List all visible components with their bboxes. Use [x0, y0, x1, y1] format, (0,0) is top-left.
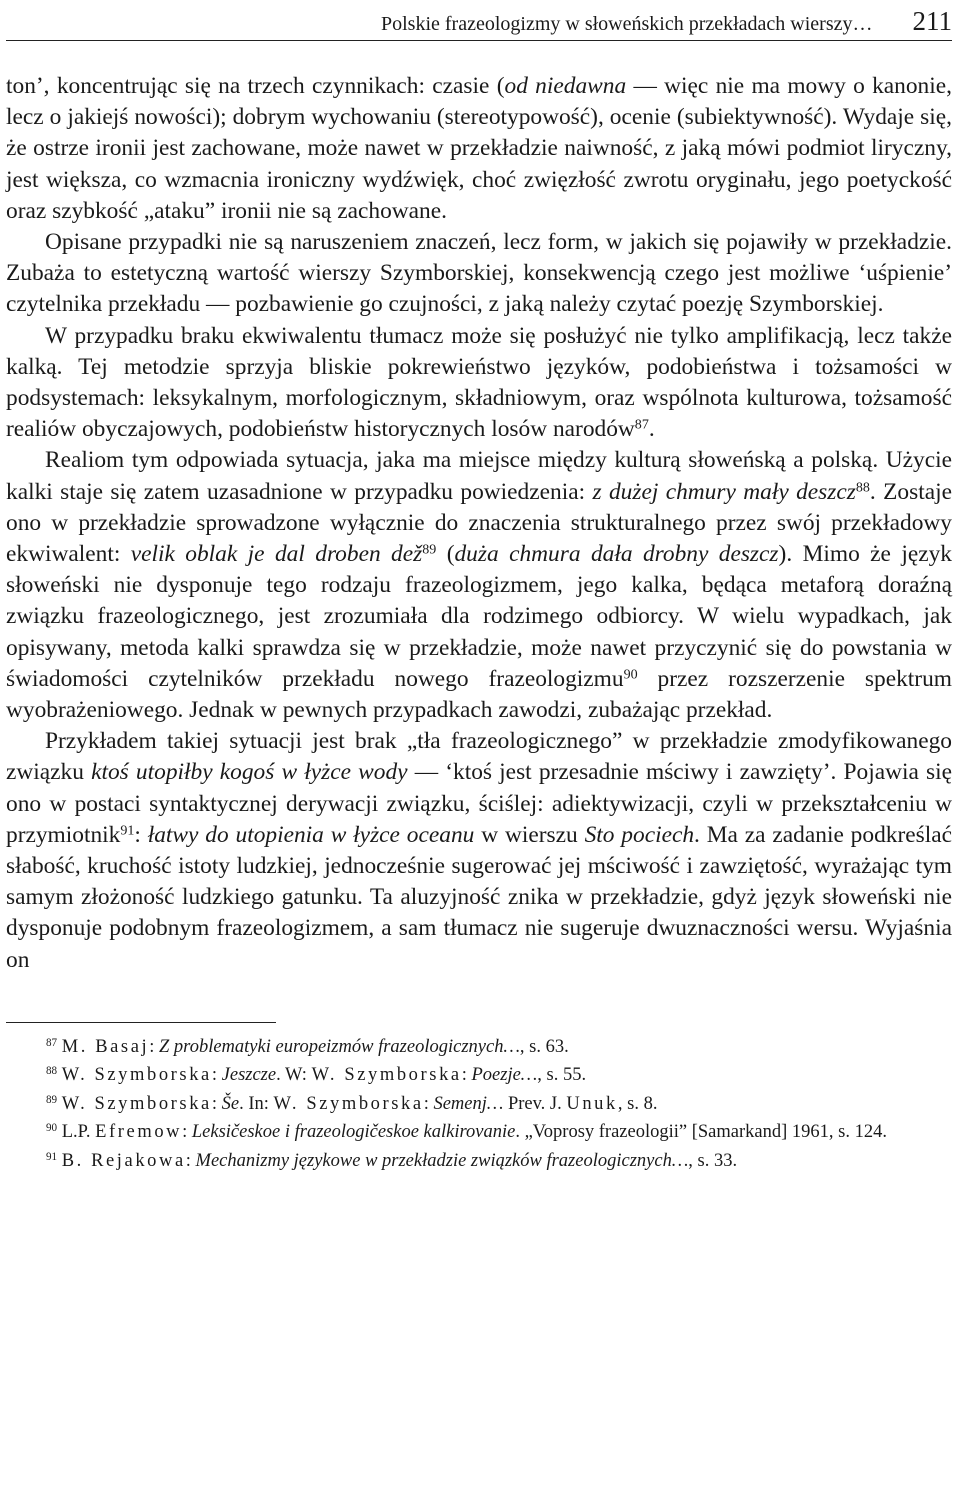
footnote-title: Še	[221, 1093, 240, 1114]
footnote-author: Unuk	[566, 1093, 618, 1114]
text-run: . In:	[239, 1093, 274, 1114]
italic-run: z dużej chmury mały deszcz	[592, 478, 856, 505]
footnote-number: 91	[46, 1150, 58, 1163]
text-run: . Zostaje ono w przekładzie sprowadzone wyłącznie do znaczenia strukturalnego przez swój przekładowy ekwiwalent:	[6, 478, 952, 568]
text-run: przez rozszerzenie spektrum wyobrażeniowego. Jednak w pewnych przypadkach zawodzi, zubażając przekład.	[6, 665, 952, 724]
italic-run: velik oblak je dal droben dež	[130, 541, 423, 568]
text-run: :	[211, 1065, 222, 1086]
text-run: . W:	[276, 1065, 312, 1086]
text-run: :	[461, 1065, 472, 1086]
text-run: L.P.	[61, 1122, 96, 1143]
italic-run: łatwy do utopienia w łyżce oceanu	[147, 821, 475, 848]
footnote-number: 90	[46, 1122, 58, 1135]
footnote-author: W. Szymborska	[311, 1065, 462, 1086]
footnote-ref-91[interactable]: 91	[120, 822, 135, 839]
footnote-88	[6, 1061, 952, 1090]
footnote-91	[6, 1147, 952, 1176]
paragraph-5	[6, 726, 952, 976]
footnote-90	[6, 1118, 952, 1147]
text-run: ton’, koncentrując się na trzech czynnikach: czasie (	[6, 73, 505, 99]
text-run: W przypadku braku ekwiwalentu tłumacz może się posłużyć nie tylko amplifikacją, lecz także kalką. Tej metodzie sprzyja bliskie pokrewieństwo języków, podobieństwa i tożsamości w podsystemach: leksykalnym, morfologicznym, składniowym, oraz wspólnota kulturowa, tożsamość realiów obyczajowych, podobieństw historycznych losów narodów	[6, 322, 952, 443]
text-run: . Ma za zadanie podkreślać słabość, kruchość istoty ludzkiej, jednocześnie sugerować jej mściwość i zawziętość, wyrażając tym samym złożoność ludzkiego gatunku. Ta aluzyjność znika w przekładzie, gdyż język słoweński nie dysponuje podobnym frazeologizmem, a sam tłumacz nie sugeruje dwuznaczności wersu. Wyjaśnia on	[6, 821, 952, 973]
body-text	[6, 71, 952, 976]
footnote-title: Mechanizmy językowe w przekładzie związków frazeologicznych…	[195, 1150, 689, 1171]
footnote-title: Z problematyki europeizmów frazeologicznych…	[159, 1036, 520, 1057]
italic-run: od niedawna	[504, 73, 627, 99]
text-run: , s. 8.	[617, 1093, 658, 1114]
footnote-ref-87[interactable]: 87	[634, 416, 649, 433]
footnote-title: Leksičeskoe i frazeologičeskoe kalkirovanie	[191, 1122, 516, 1143]
footnote-rule	[6, 1022, 276, 1023]
footnote-author: W. Szymborska	[61, 1065, 212, 1086]
footnote-ref-89[interactable]: 89	[422, 541, 437, 558]
footnote-author: W. Szymborska	[273, 1093, 424, 1114]
paragraph-3	[6, 321, 952, 446]
footnote-87	[6, 1033, 952, 1062]
footnote-author: Efremow	[95, 1122, 183, 1143]
footnote-number: 88	[46, 1065, 58, 1078]
text-run: — więc nie ma mowy o kanonie, lecz o jakiejś nowości); dobrym wychowaniu (stereotypowość), ocenie (subiektywność). Wydaje się, że ostrze ironii jest zachowane, może nawet w przekładzie naiwność, z jaką mówi podmiot liryczny, jest większa, co wzmacnia ironiczny wydźwięk, choć zwięzłość zwrotu oryginału, jego poetyckość oraz szybkość „ataku” ironii nie są zachowane.	[6, 73, 952, 224]
text-run: Przykładem takiej sytuacji jest brak „tła frazeologicznego” w przekładzie zmodyfikowanego związku	[6, 728, 952, 786]
footnote-number: 87	[46, 1036, 58, 1049]
footnote-author: W. Szymborska	[61, 1093, 212, 1114]
paragraph-1	[6, 71, 952, 227]
italic-run: duża chmura dała drobny deszcz	[454, 541, 779, 568]
text-run: :	[211, 1093, 222, 1114]
text-run: (	[436, 541, 455, 568]
footnote-author: M. Basaj	[61, 1036, 150, 1057]
footnote-ref-88[interactable]: 88	[855, 478, 870, 495]
text-run: — ‘ktoś jest przesadnie mściwy i zawzięty’. Pojawia się ono w postaci syntaktycznej derywacji związku, ściślej: adiektywizacji, czyli w przekształceniu w przymiotnik	[6, 759, 952, 848]
footnote-number: 89	[46, 1093, 58, 1106]
text-run: :	[185, 1150, 196, 1171]
running-header	[6, 0, 952, 41]
running-title: Polskie frazeologizmy w słoweńskich przekładach wierszy…	[380, 13, 873, 35]
text-run: :	[423, 1093, 434, 1114]
paragraph-4	[6, 445, 952, 726]
footnote-title: Poezje…	[471, 1065, 538, 1086]
text-run: :	[134, 821, 148, 848]
text-run: , s. 63.	[519, 1036, 569, 1057]
text-run: , s. 33.	[688, 1150, 738, 1171]
text-run: .	[648, 416, 655, 443]
italic-run: Sto pociech	[584, 821, 695, 848]
footnote-ref-90[interactable]: 90	[623, 666, 638, 683]
text-run: Prev. J.	[503, 1093, 567, 1114]
text-run: w wierszu	[474, 821, 585, 848]
footnotes	[6, 1033, 952, 1176]
page-number: 211	[912, 6, 952, 36]
text-run: ). Mimo że język słoweński nie dysponuje tego rodzaju frazeologizmem, jego kalka, będąca metaforą doraźną związku frazeologicznego, jest zrozumiała dla rodzimego odbiorcy. W wielu wypadkach, jak opisywany, metoda kalki sprawdza się w przekładzie, może nawet przyczynić się do powstania w świadomości czytelników przekładu nowego frazeologizmu	[6, 541, 952, 692]
footnote-title: Semenj…	[433, 1093, 504, 1114]
text-run: , s. 55.	[537, 1065, 587, 1086]
text-run: :	[182, 1122, 192, 1143]
text-run: Realiom tym odpowiada sytuacja, jaka ma miejsce między kulturą słoweńską a polską. Użycie kalki staje się zatem uzasadnione w przypadku powiedzenia:	[6, 447, 952, 505]
text-run: . „Voprosy frazeologii” [Samarkand] 1961, s. 124.	[515, 1122, 887, 1143]
paragraph-2: Opisane przypadki nie są naruszeniem znaczeń, lecz form, w jakich się pojawiły w przekładzie. Zubaża to estetyczną wartość wierszy Szymborskiej, konsekwencją czego jest możliwe ‘uśpienie’ czytelnika przekładu — pozbawienie go czujności, z jaką należy czytać poezję Szymborskiej.	[6, 229, 952, 318]
text-run: :	[149, 1036, 160, 1057]
footnote-title: Jeszcze	[221, 1065, 277, 1086]
footnote-author: B. Rejakowa	[61, 1150, 186, 1171]
footnote-89	[6, 1090, 952, 1119]
italic-run: ktoś utopiłby kogoś w łyżce wody	[91, 759, 408, 786]
